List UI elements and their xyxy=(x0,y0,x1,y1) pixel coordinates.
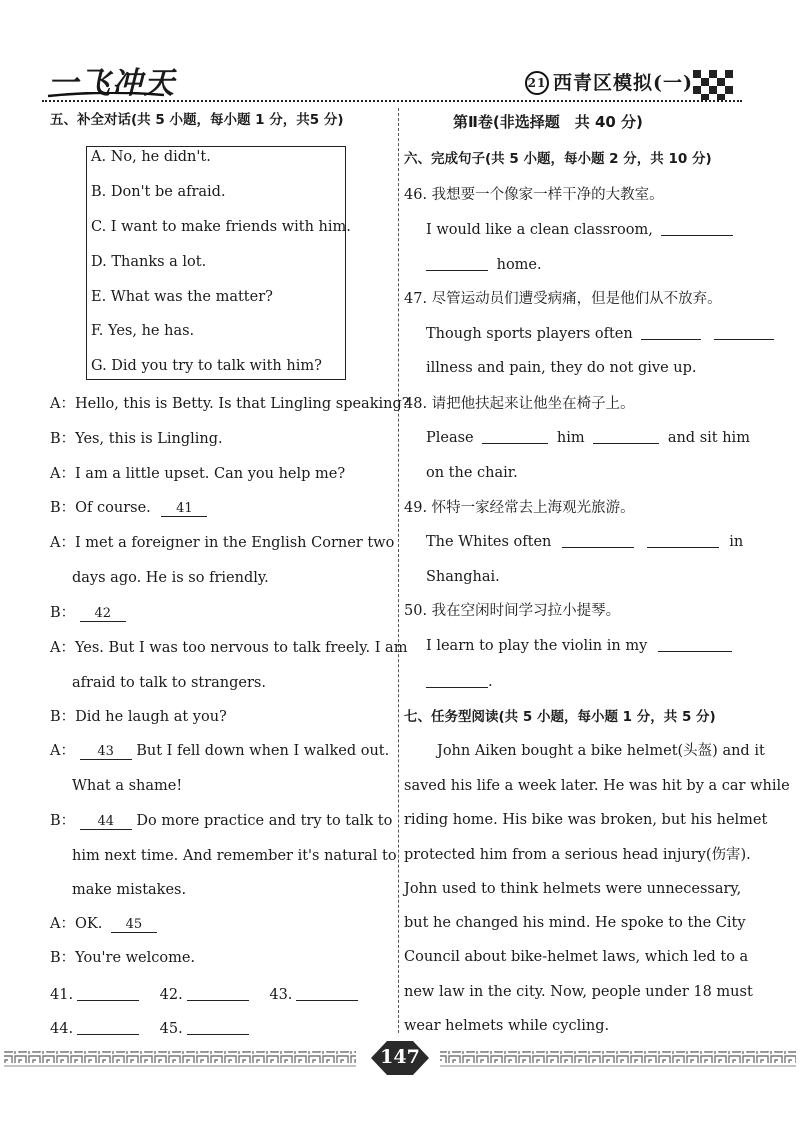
checker-decoration-icon xyxy=(693,70,737,100)
passage-line: riding home. His bike was broken, but his helmet xyxy=(404,812,768,828)
option-g: G. Did you try to talk with him? xyxy=(91,358,322,374)
blank-45[interactable]: 45 xyxy=(111,917,157,933)
answer-row xyxy=(50,1019,249,1039)
answer-blank-43[interactable] xyxy=(296,985,358,1001)
option-c: C. I want to make friends with him. xyxy=(91,219,351,235)
q46-english xyxy=(426,220,733,240)
answer-label: 41. xyxy=(50,987,74,1003)
q49-english-2: Shanghai. xyxy=(426,569,500,585)
q46-english-2 xyxy=(426,255,542,275)
page-number: 147 xyxy=(380,1046,420,1068)
section5-title: 五、补全对话(共 5 小题，每小题 1 分，共5 分) xyxy=(50,112,344,128)
passage-line: John used to think helmets were unnecessary, xyxy=(404,881,742,897)
sentence-text: . xyxy=(488,674,493,690)
q49-blank-2[interactable] xyxy=(647,532,719,548)
answer-blank-44[interactable] xyxy=(77,1019,139,1035)
sentence-text: and sit him xyxy=(667,430,750,446)
header-rule xyxy=(42,100,742,105)
passage-line: John Aiken bought a bike helmet(头盔) and it xyxy=(437,743,765,759)
sentence-text: Though sports players often xyxy=(426,326,633,342)
q46-chinese: 46. 我想要一个像家一样干净的大教室。 xyxy=(404,187,664,203)
passage-line: protected him from a serious head injury(伤害). xyxy=(404,847,751,863)
dialogue-text: But I fell down when I walked out. xyxy=(136,743,390,759)
dialogue-line: A：I met a foreigner in the English Corner two xyxy=(50,535,395,551)
answer-blank-45[interactable] xyxy=(187,1019,249,1035)
dialogue-line: make mistakes. xyxy=(72,882,187,898)
q50-english-2 xyxy=(426,672,493,692)
section6-title: 六、完成句子(共 5 小题，每小题 2 分，共 10 分) xyxy=(404,151,712,167)
part2-title: 第Ⅱ卷(非选择题 共 40 分) xyxy=(453,113,643,131)
dialogue-text: Do more practice and try to talk to xyxy=(136,813,393,829)
q46-blank-1[interactable] xyxy=(661,220,733,236)
sentence-text: Please xyxy=(426,430,474,446)
exam-title xyxy=(525,68,693,95)
q50-blank-1[interactable] xyxy=(658,636,732,652)
exam-number-badge: 21 xyxy=(525,71,549,95)
dialogue-text: B：Of course. xyxy=(50,500,151,516)
option-a: A. No, he didn't. xyxy=(91,149,211,165)
dialogue-line xyxy=(50,603,126,623)
column-divider xyxy=(398,108,399,1033)
q47-blank-1[interactable] xyxy=(641,324,701,340)
option-f: F. Yes, he has. xyxy=(91,323,195,339)
dialogue-line: What a shame! xyxy=(72,778,183,794)
passage-line: wear helmets while cycling. xyxy=(404,1018,610,1034)
blank-41[interactable]: 41 xyxy=(161,501,207,517)
dialogue-text: B： xyxy=(50,813,76,829)
dialogue-line xyxy=(50,741,389,761)
q47-english xyxy=(426,324,774,344)
q48-english-2: on the chair. xyxy=(426,465,518,481)
q48-english xyxy=(426,428,750,448)
dialogue-text: A：OK. xyxy=(50,916,103,932)
q49-chinese: 49. 怀特一家经常去上海观光旅游。 xyxy=(404,500,635,516)
dialogue-line xyxy=(50,914,157,934)
dialogue-line: B：Yes, this is Lingling. xyxy=(50,431,223,447)
q50-blank-2[interactable] xyxy=(426,672,488,688)
answer-label: 44. xyxy=(50,1021,74,1037)
dialogue-line: A：Hello, this is Betty. Is that Lingling speaking? xyxy=(50,396,410,412)
blank-43[interactable]: 43 xyxy=(80,744,132,760)
q47-english-2: illness and pain, they do not give up. xyxy=(426,360,697,376)
q49-blank-1[interactable] xyxy=(562,532,634,548)
passage-line: new law in the city. Now, people under 18 must xyxy=(404,984,753,1000)
option-d: D. Thanks a lot. xyxy=(91,254,207,270)
dialogue-line: A：Yes. But I was too nervous to talk freely. I am xyxy=(50,640,408,656)
q48-chinese: 48. 请把他扶起来让他坐在椅子上。 xyxy=(404,396,635,412)
dialogue-line xyxy=(50,811,392,831)
sentence-text: I learn to play the violin in my xyxy=(426,638,648,654)
dialogue-line: A：I am a little upset. Can you help me? xyxy=(50,466,346,482)
passage-line: but he changed his mind. He spoke to the City xyxy=(404,915,746,931)
exam-title-text: 西青区模拟(一) xyxy=(553,72,693,94)
answer-blank-41[interactable] xyxy=(77,985,139,1001)
blank-44[interactable]: 44 xyxy=(80,814,132,830)
q46-blank-2[interactable] xyxy=(426,255,488,271)
answer-label: 45. xyxy=(159,1021,183,1037)
dialogue-line: days ago. He is so friendly. xyxy=(72,570,269,586)
q50-chinese: 50. 我在空闲时间学习拉小提琴。 xyxy=(404,603,621,619)
passage-line: Council about bike-helmet laws, which led to a xyxy=(404,949,749,965)
answer-label: 42. xyxy=(159,987,183,1003)
passage-line: saved his life a week later. He was hit by a car while xyxy=(404,778,790,794)
section7-title: 七、任务型阅读(共 5 小题，每小题 1 分，共 5 分) xyxy=(404,709,716,725)
sentence-text: The Whites often xyxy=(426,534,552,550)
q47-blank-2[interactable] xyxy=(714,324,774,340)
q48-blank-2[interactable] xyxy=(593,428,659,444)
dialogue-text: B： xyxy=(50,605,76,621)
dialogue-line: B：You're welcome. xyxy=(50,950,196,966)
sentence-text: in xyxy=(729,534,744,550)
blank-42[interactable]: 42 xyxy=(80,606,126,622)
option-b: B. Don't be afraid. xyxy=(91,184,226,200)
dialogue-line: B：Did he laugh at you? xyxy=(50,709,227,725)
dialogue-text: A： xyxy=(50,743,75,759)
option-e: E. What was the matter? xyxy=(91,289,273,305)
answer-row xyxy=(50,985,358,1005)
sentence-text: home. xyxy=(496,257,542,273)
sentence-text: him xyxy=(556,430,585,446)
q50-english xyxy=(426,636,732,656)
q49-english xyxy=(426,532,743,552)
answer-label: 43. xyxy=(269,987,293,1003)
answer-blank-42[interactable] xyxy=(187,985,249,1001)
dialogue-line xyxy=(50,498,207,518)
sentence-text: I would like a clean classroom, xyxy=(426,222,653,238)
dialogue-line: afraid to talk to strangers. xyxy=(72,675,266,691)
dialogue-line: him next time. And remember it's natural to xyxy=(72,848,397,864)
q47-chinese: 47. 尽管运动员们遭受病痛，但是他们从不放弃。 xyxy=(404,291,722,307)
q48-blank-1[interactable] xyxy=(482,428,548,444)
brand-swoosh-icon xyxy=(46,92,166,98)
brand-logo: 一飞冲天 xyxy=(48,66,176,101)
